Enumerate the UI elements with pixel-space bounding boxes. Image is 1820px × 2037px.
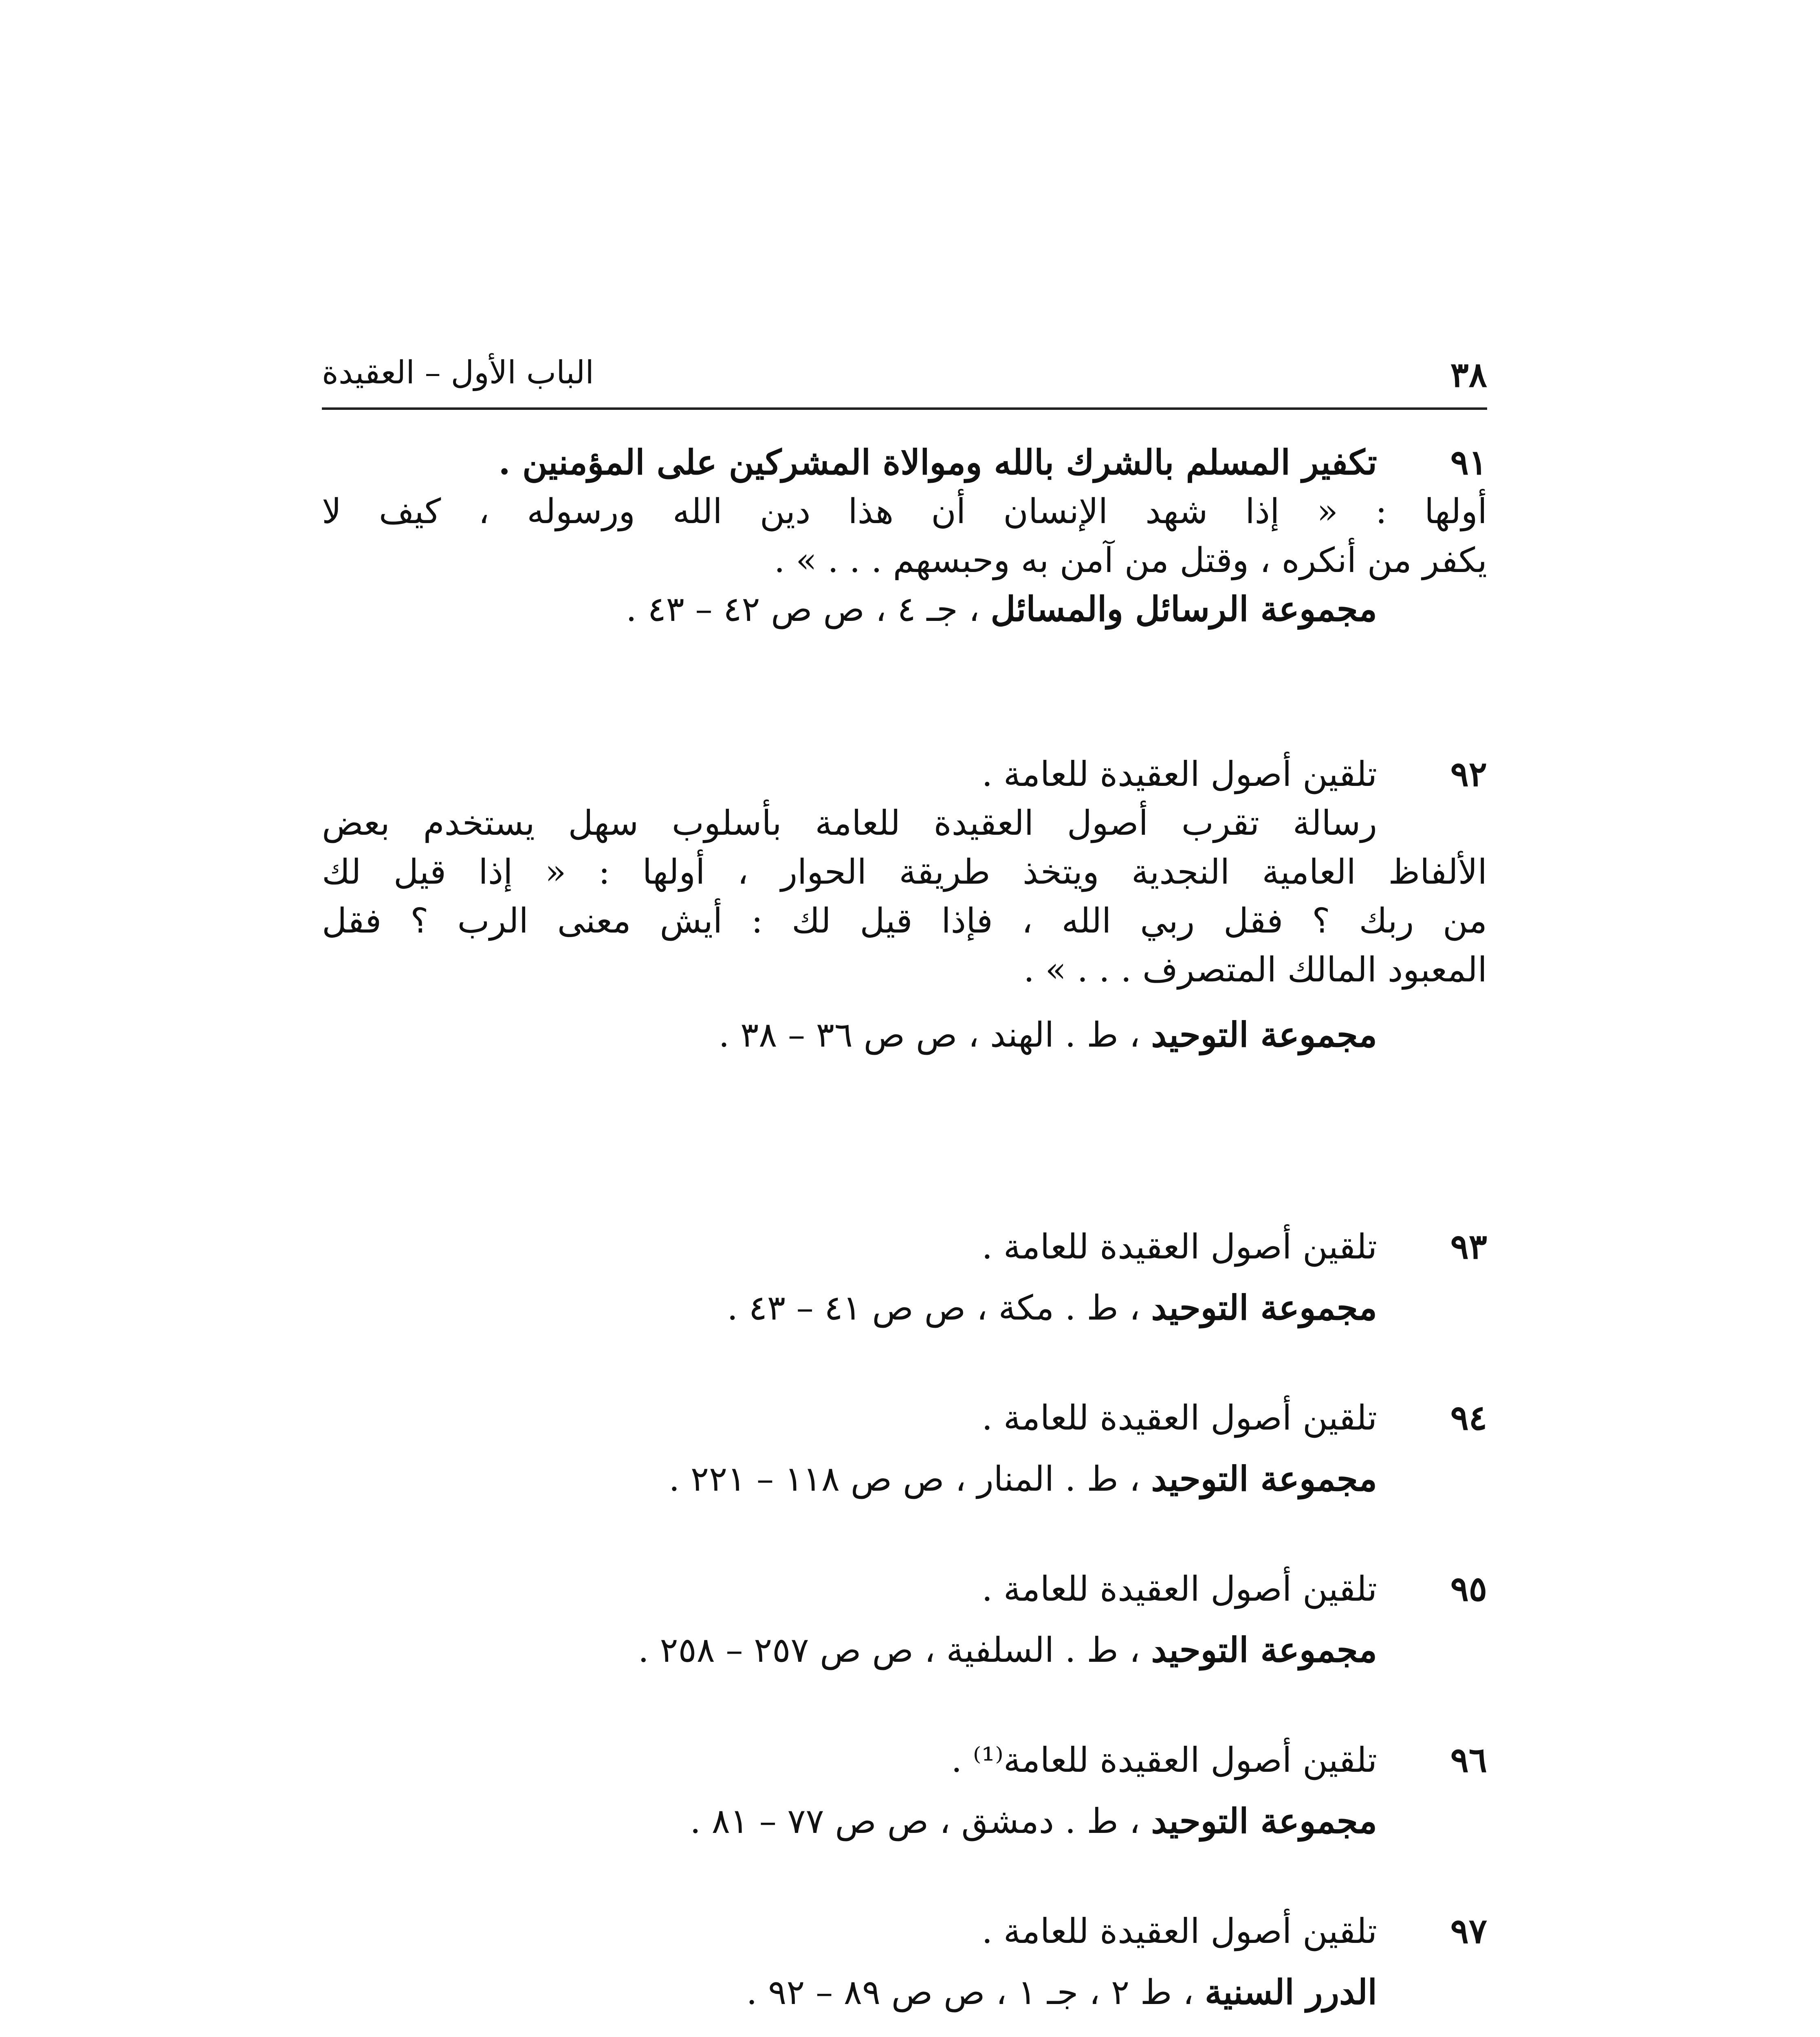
entry-91 bbox=[322, 438, 1487, 634]
source-title: مجموعة التوحيد bbox=[1151, 1630, 1377, 1670]
entry-body-line: رسالة تقرب أصول العقيدة للعامة بأسلوب سهل يستخدم بعض bbox=[322, 803, 1377, 843]
entry-source bbox=[322, 1454, 1377, 1503]
entry-body-line: المعبود المالك المتصرف . . . » . bbox=[1023, 950, 1487, 990]
entry-source bbox=[322, 1968, 1377, 2017]
entry-source bbox=[322, 1797, 1377, 1846]
entry-source bbox=[322, 1626, 1377, 1674]
entry-92 bbox=[322, 750, 1487, 1059]
entry-source bbox=[322, 1010, 1377, 1059]
source-details: ، ط . الهند ، ص ص ٣٦ – ٣٨ . bbox=[718, 1015, 1151, 1055]
source-title: مجموعة التوحيد bbox=[1151, 1458, 1377, 1499]
source-title: مجموعة الرسائل والمسائل bbox=[990, 589, 1377, 629]
entry-number: ٩٤ bbox=[1450, 1397, 1487, 1438]
source-title: مجموعة التوحيد bbox=[1151, 1287, 1377, 1328]
entry-title: تلقين أصول العقيدة للعامة⁽¹⁾ . bbox=[951, 1740, 1377, 1780]
source-title: مجموعة التوحيد bbox=[1151, 1014, 1377, 1055]
entry-source bbox=[322, 585, 1377, 634]
entry-number: ٩٥ bbox=[1450, 1568, 1487, 1609]
entry-94 bbox=[322, 1393, 1487, 1503]
entry-title: تلقين أصول العقيدة للعامة . bbox=[982, 1569, 1377, 1609]
source-title: مجموعة التوحيد bbox=[1151, 1801, 1377, 1841]
entry-95 bbox=[322, 1564, 1487, 1674]
page-number: ٣٨ bbox=[1450, 354, 1487, 395]
entry-number: ٩٣ bbox=[1450, 1226, 1487, 1267]
source-details: ، ط . المنار ، ص ص ١١٨ – ٢٢١ . bbox=[669, 1459, 1151, 1499]
source-title: الدرر السنية bbox=[1205, 1972, 1377, 2012]
source-details: ، ط ٢ ، جـ ١ ، ص ص ٨٩ – ٩٢ . bbox=[746, 1972, 1205, 2012]
entry-number: ٩٧ bbox=[1450, 1911, 1487, 1951]
source-details: ، ط . دمشق ، ص ص ٧٧ – ٨١ . bbox=[690, 1801, 1151, 1841]
entry-body-line: يكفر من أنكره ، وقتل من آمن به وحبسهم . . . » . bbox=[774, 540, 1487, 580]
entry-source bbox=[322, 1283, 1377, 1332]
source-details: ، ط . السلفية ، ص ص ٢٥٧ – ٢٥٨ . bbox=[638, 1630, 1151, 1670]
entry-title: تلقين أصول العقيدة للعامة . bbox=[982, 1227, 1377, 1267]
entry-number: ٩١ bbox=[1450, 442, 1487, 482]
entry-number: ٩٦ bbox=[1450, 1740, 1487, 1780]
entry-title: تكفير المسلم بالشرك بالله وموالاة المشركين على المؤمنين . bbox=[498, 442, 1377, 482]
entry-97 bbox=[322, 1907, 1487, 2017]
running-title: الباب الأول – العقيدة bbox=[322, 354, 594, 391]
entry-93 bbox=[322, 1222, 1487, 1332]
entry-body-line: الألفاظ العامية النجدية ويتخذ طريقة الحوار ، أولها : « إذا قيل لك bbox=[322, 852, 1487, 892]
page-header bbox=[322, 338, 1487, 410]
source-details: ، جـ ٤ ، ص ص ٤٢ – ٤٣ . bbox=[626, 589, 991, 629]
entry-title: تلقين أصول العقيدة للعامة . bbox=[982, 1911, 1377, 1951]
entry-title: تلقين أصول العقيدة للعامة . bbox=[982, 754, 1377, 794]
entry-body-line: من ربك ؟ فقل ربي الله ، فإذا قيل لك : أيش معنى الرب ؟ فقل bbox=[322, 901, 1487, 941]
source-details: ، ط . مكة ، ص ص ٤١ – ٤٣ . bbox=[727, 1288, 1151, 1328]
entry-title: تلقين أصول العقيدة للعامة . bbox=[982, 1398, 1377, 1438]
entry-body-line: أولها : « إذا شهد الإنسان أن هذا دين الله ورسوله ، كيف لا bbox=[322, 491, 1487, 531]
entry-96 bbox=[322, 1736, 1487, 1846]
entry-number: ٩٢ bbox=[1450, 754, 1487, 794]
